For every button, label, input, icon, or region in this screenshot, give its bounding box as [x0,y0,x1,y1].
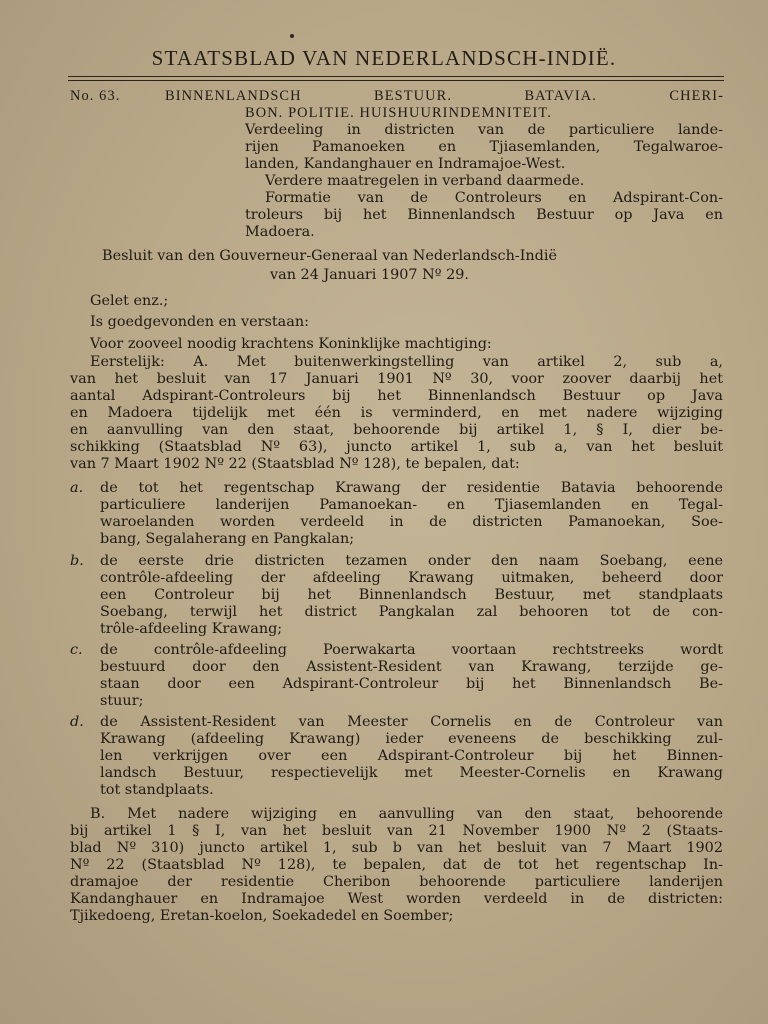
summary-line-6: troleurs bij het Binnenlandsch Bestuur op Java en [245,207,723,223]
item-b-line-4: Soebang, terwijl het district Pangkalan zal behooren tot de con- [100,604,723,620]
article-b-line-4: Nº 22 (Staatsblad Nº 128), te bepalen, dat de tot het regentschap In- [70,857,723,873]
preamble-line-2: Is goedgevonden en verstaan: [90,314,309,330]
item-c-letter: c. [70,642,83,658]
decree-title-line-2: van 24 Januari 1907 Nº 29. [270,267,469,283]
article-a-line-1: Eerstelijk: A. Met buitenwerkingstelling van artikel 2, sub a, [90,354,723,370]
item-b-line-3: een Controleur bij het Binnenlandsch Bestuur, met standplaats [100,587,723,603]
article-b-line-2: bij artikel 1 § I, van het besluit van 21 November 1900 Nº 2 (Staats- [70,823,723,839]
header-rule-top [68,76,724,77]
item-d-line-5: tot standplaats. [100,782,214,798]
summary-line-4: Verdere maatregelen in verband daarmede. [265,173,585,189]
decree-number: No. 63. [70,88,121,104]
item-b-line-5: trôle-afdeeling Krawang; [100,621,283,637]
preamble-line-1: Gelet enz.; [90,293,169,309]
summary-line-5: Formatie van de Controleurs en Adspirant-Con- [265,190,723,206]
item-c-line-2: bestuurd door den Assistent-Resident van Krawang, terzijde ge- [100,659,723,675]
article-b-line-5: dramajoe der residentie Cheribon behoorende particuliere landerijen [70,874,723,890]
ink-dot [290,34,294,38]
item-d-line-3: len verkrijgen over een Adspirant-Controleur bij het Binnen- [100,748,723,764]
item-b-line-2: contrôle-afdeeling der afdeeling Krawang uitmaken, beheerd door [100,570,723,586]
item-d-line-4: landsch Bestuur, respectievelijk met Meester-Cornelis en Krawang [100,765,723,781]
item-d-letter: d. [70,714,84,730]
item-b-line-1: de eerste drie districten tezamen onder den naam Soebang, eene [100,553,723,569]
item-a-letter: a. [70,480,84,496]
item-d-line-1: de Assistent-Resident van Meester Cornelis en de Controleur van [100,714,723,730]
item-a-line-2: particuliere landerijen Pamanoekan- en Tjiasemlanden en Tegal- [100,497,723,513]
running-head: STAATSBLAD VAN NEDERLANDSCH-INDIË. [151,46,617,70]
article-a-line-6: schikking (Staatsblad Nº 63), juncto artikel 1, sub a, van het besluit [70,439,723,455]
summary-line-7: Madoera. [245,224,315,240]
preamble-line-3: Voor zooveel noodig krachtens Koninklijke machtiging: [90,336,492,352]
article-b-line-7: Tjikedoeng, Eretan-koelon, Soekadedel en Soember; [70,908,454,924]
item-c-line-1: de contrôle-afdeeling Poerwakarta voortaan rechtstreeks wordt [100,642,723,658]
article-a-line-5: en aanvulling van den staat, behoorende bij artikel 1, § I, dier be- [70,422,723,438]
article-a-line-2: van het besluit van 17 Januari 1901 Nº 30, voor zoover daarbij het [70,371,723,387]
summary-line-1: Verdeeling in districten van de particuliere lande- [245,122,723,138]
decree-title-line-1: Besluit van den Gouverneur-Generaal van Nederlandsch-Indië [102,248,557,264]
summary-line-3: landen, Kandanghauer en Indramajoe-West. [245,156,566,172]
heading-line-2: BON. POLITIE. HUISHUURINDEMNITEIT. [245,105,552,121]
item-b-letter: b. [70,553,84,569]
item-a-line-3: waroelanden worden verdeeld in de districten Pamanoekan, Soe- [100,514,723,530]
item-c-line-4: stuur; [100,693,144,709]
article-b-line-1: B. Met nadere wijziging en aanvulling van den staat, behoorende [90,806,723,822]
article-a-line-4: en Madoera tijdelijk met één is verminderd, en met nadere wijziging [70,405,723,421]
article-b-line-3: blad Nº 310) juncto artikel 1, sub b van het besluit van 7 Maart 1902 [70,840,723,856]
article-a-line-7: van 7 Maart 1902 Nº 22 (Staatsblad Nº 128), te bepalen, dat: [70,456,520,472]
item-a-line-1: de tot het regentschap Krawang der residentie Batavia behoorende [100,480,723,496]
summary-line-2: rijen Pamanoeken en Tjiasemlanden, Tegalwaroe- [245,139,723,155]
item-d-line-2: Krawang (afdeeling Krawang) ieder eveneens de beschikking zul- [100,731,723,747]
item-a-line-4: bang, Segalaherang en Pangkalan; [100,531,355,547]
item-c-line-3: staan door een Adspirant-Controleur bij het Binnenlandsch Be- [100,676,723,692]
heading-line-1: BINNENLANDSCH BESTUUR. BATAVIA. CHERI- [165,88,724,104]
article-b-line-6: Kandanghauer en Indramajoe West worden verdeeld in de districten: [70,891,723,907]
article-a-line-3: aantal Adspirant-Controleurs bij het Binnenlandsch Bestuur op Java [70,388,723,404]
header-rule-bottom [68,80,724,81]
